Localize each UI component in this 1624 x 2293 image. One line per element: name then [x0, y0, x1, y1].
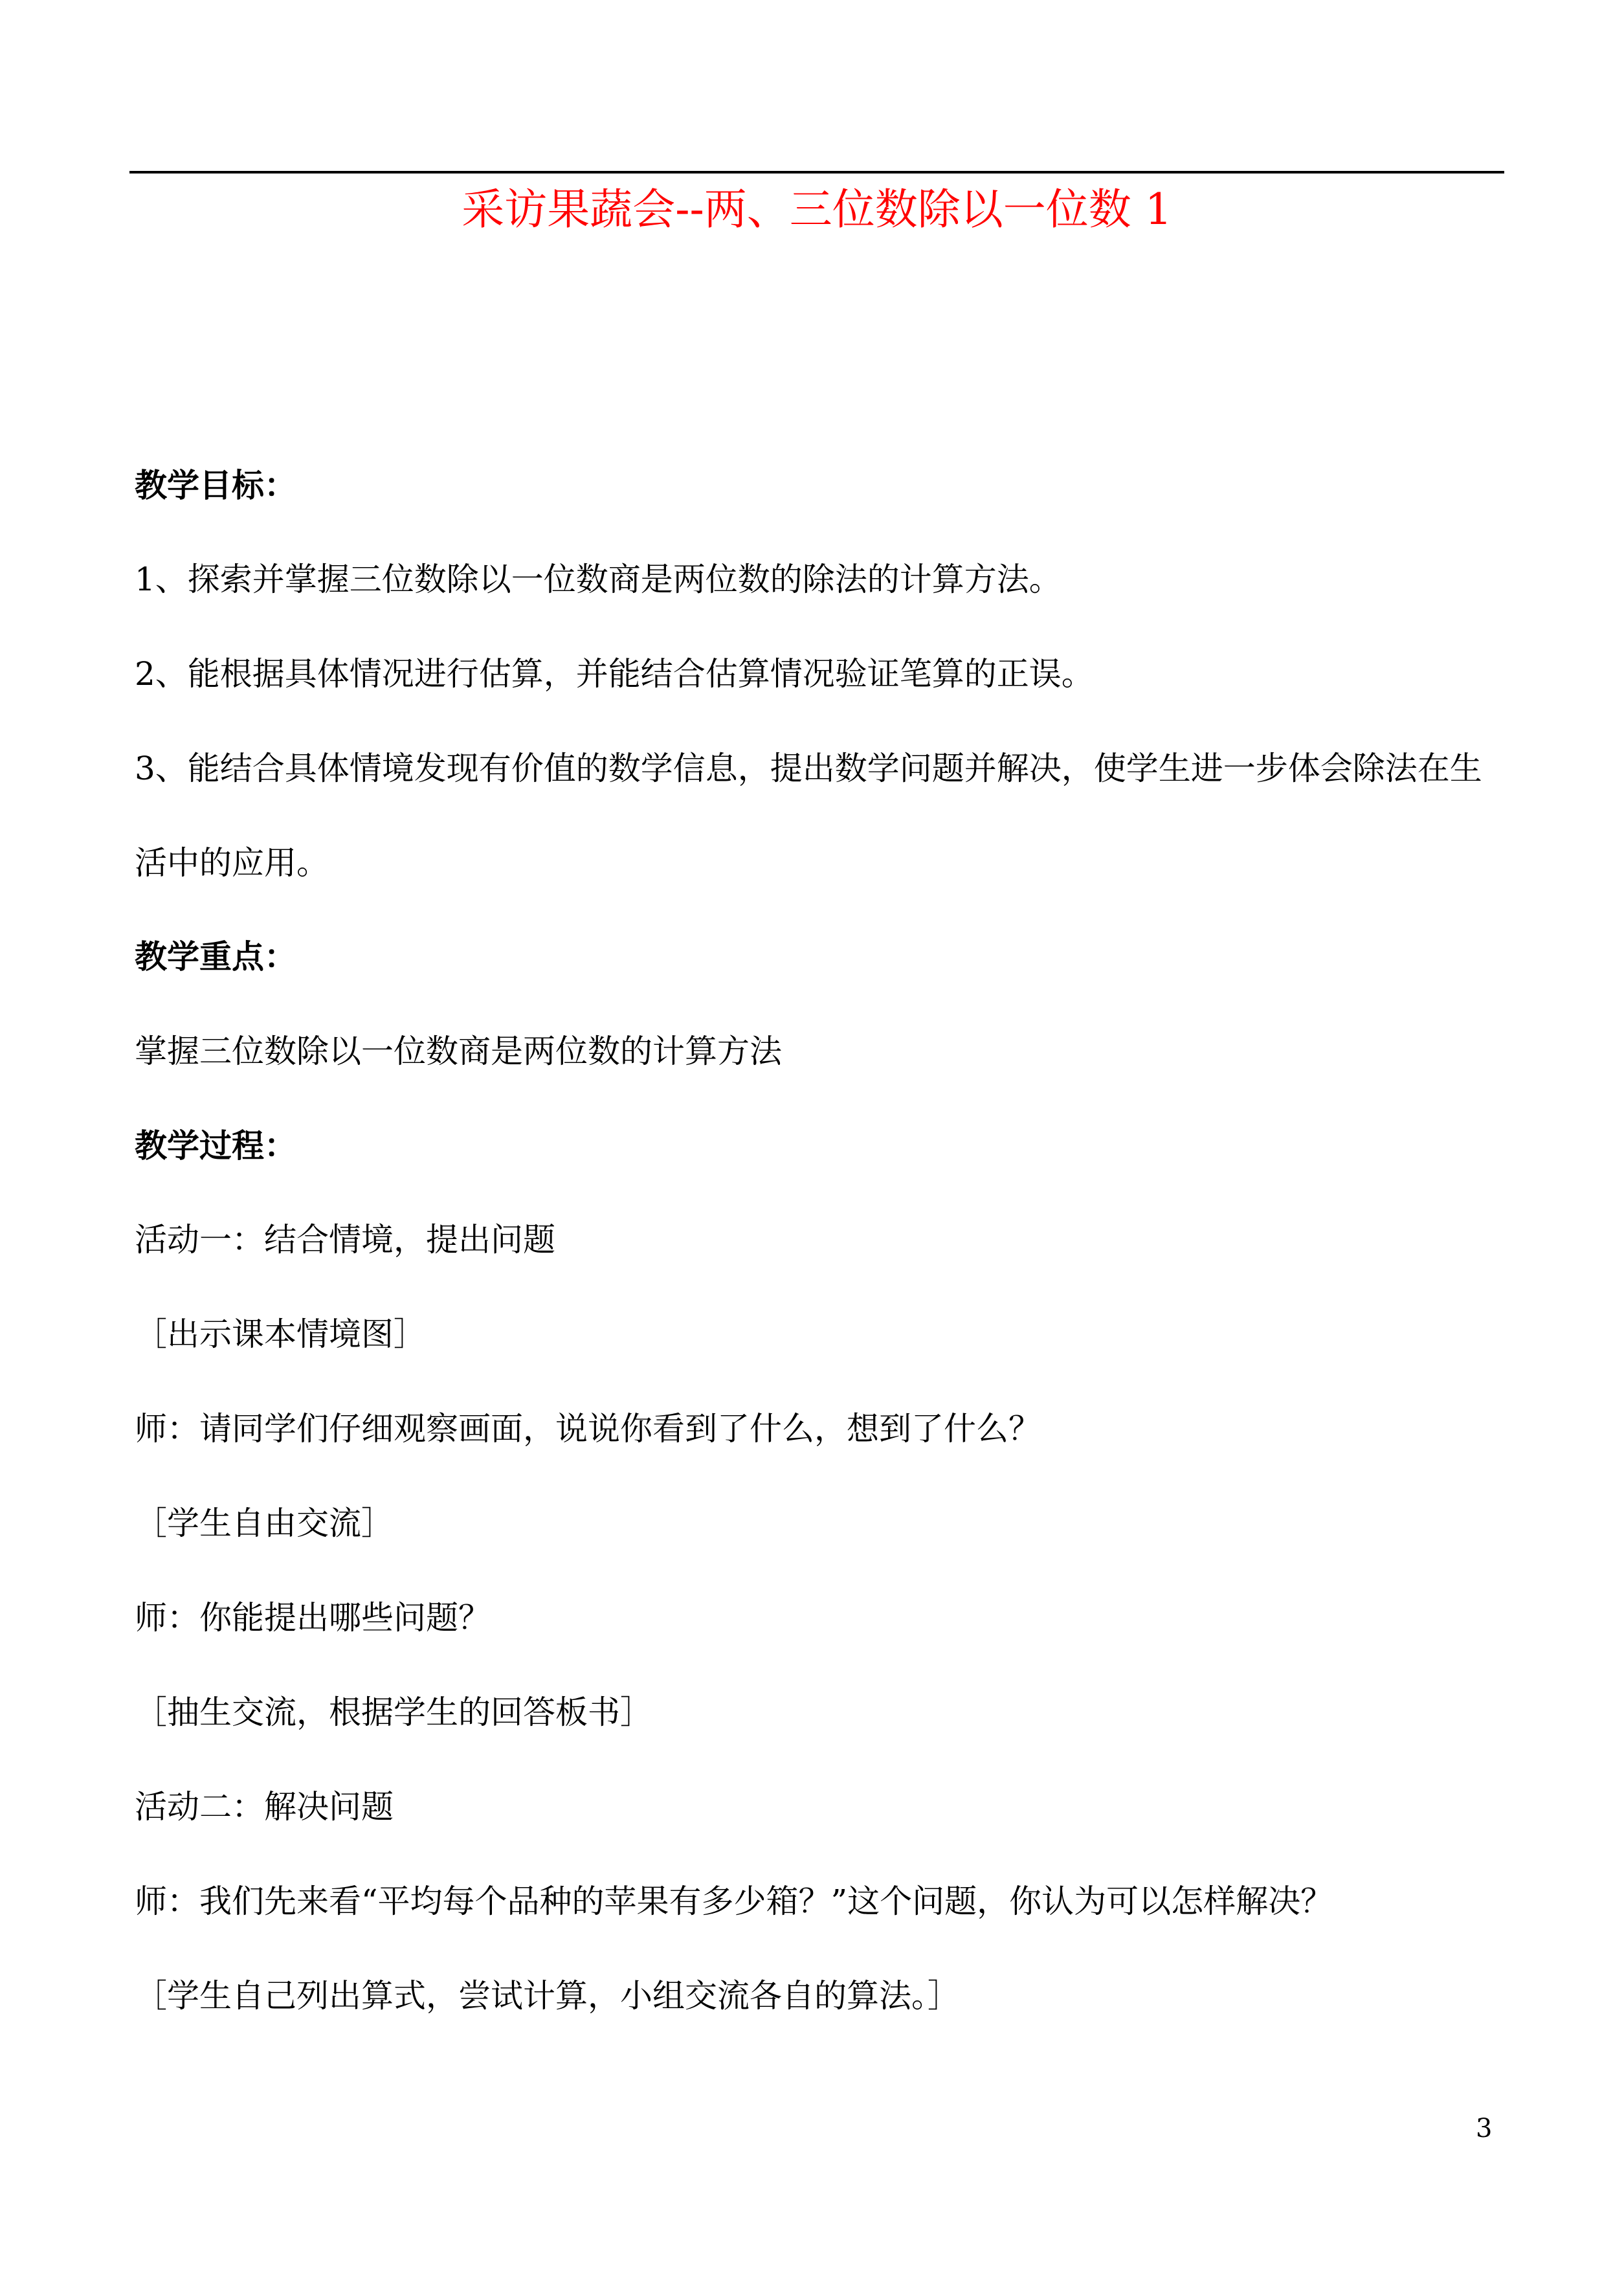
objective-2: 2、能根据具体情况进行估算，并能结合估算情况验证笔算的正误。 — [135, 655, 1094, 693]
teacher-line-2: 师：你能提出哪些问题？ — [135, 1599, 491, 1637]
heading-focus: 教学重点： — [135, 937, 296, 976]
heading-process: 教学过程： — [135, 1126, 296, 1165]
objective-3-line-1: 3、能结合具体情境发现有价值的数学信息，提出数学问题并解决，使学生进一步体会除法在生 — [135, 750, 1482, 787]
activity-2: 活动二：解决问题 — [135, 1788, 394, 1826]
document-title: 采访果蔬会--两、三位数除以一位数 1 — [462, 185, 1172, 234]
teacher-line-1: 师：请同学们仔细观察画面，说说你看到了什么，想到了什么？ — [135, 1410, 1041, 1448]
note-3: ［抽生交流，根据学生的回答板书］ — [135, 1694, 652, 1731]
header-rule — [129, 171, 1504, 173]
focus-text: 掌握三位数除以一位数商是两位数的计算方法 — [135, 1033, 782, 1070]
note-2: ［学生自由交流］ — [135, 1504, 394, 1542]
page-number: 3 — [1476, 2114, 1493, 2143]
heading-objectives: 教学目标： — [135, 466, 296, 504]
activity-1: 活动一：结合情境，提出问题 — [135, 1221, 555, 1258]
objective-1: 1、探索并掌握三位数除以一位数商是两位数的除法的计算方法。 — [135, 561, 1062, 598]
note-4: ［学生自己列出算式，尝试计算，小组交流各自的算法。］ — [135, 1977, 960, 2015]
note-1: ［出示课本情境图］ — [135, 1315, 426, 1353]
teacher-line-3: 师：我们先来看“平均每个品种的苹果有多少箱？”这个问题，你认为可以怎样解决？ — [135, 1883, 1333, 1920]
objective-3-line-2: 活中的应用。 — [135, 844, 329, 882]
